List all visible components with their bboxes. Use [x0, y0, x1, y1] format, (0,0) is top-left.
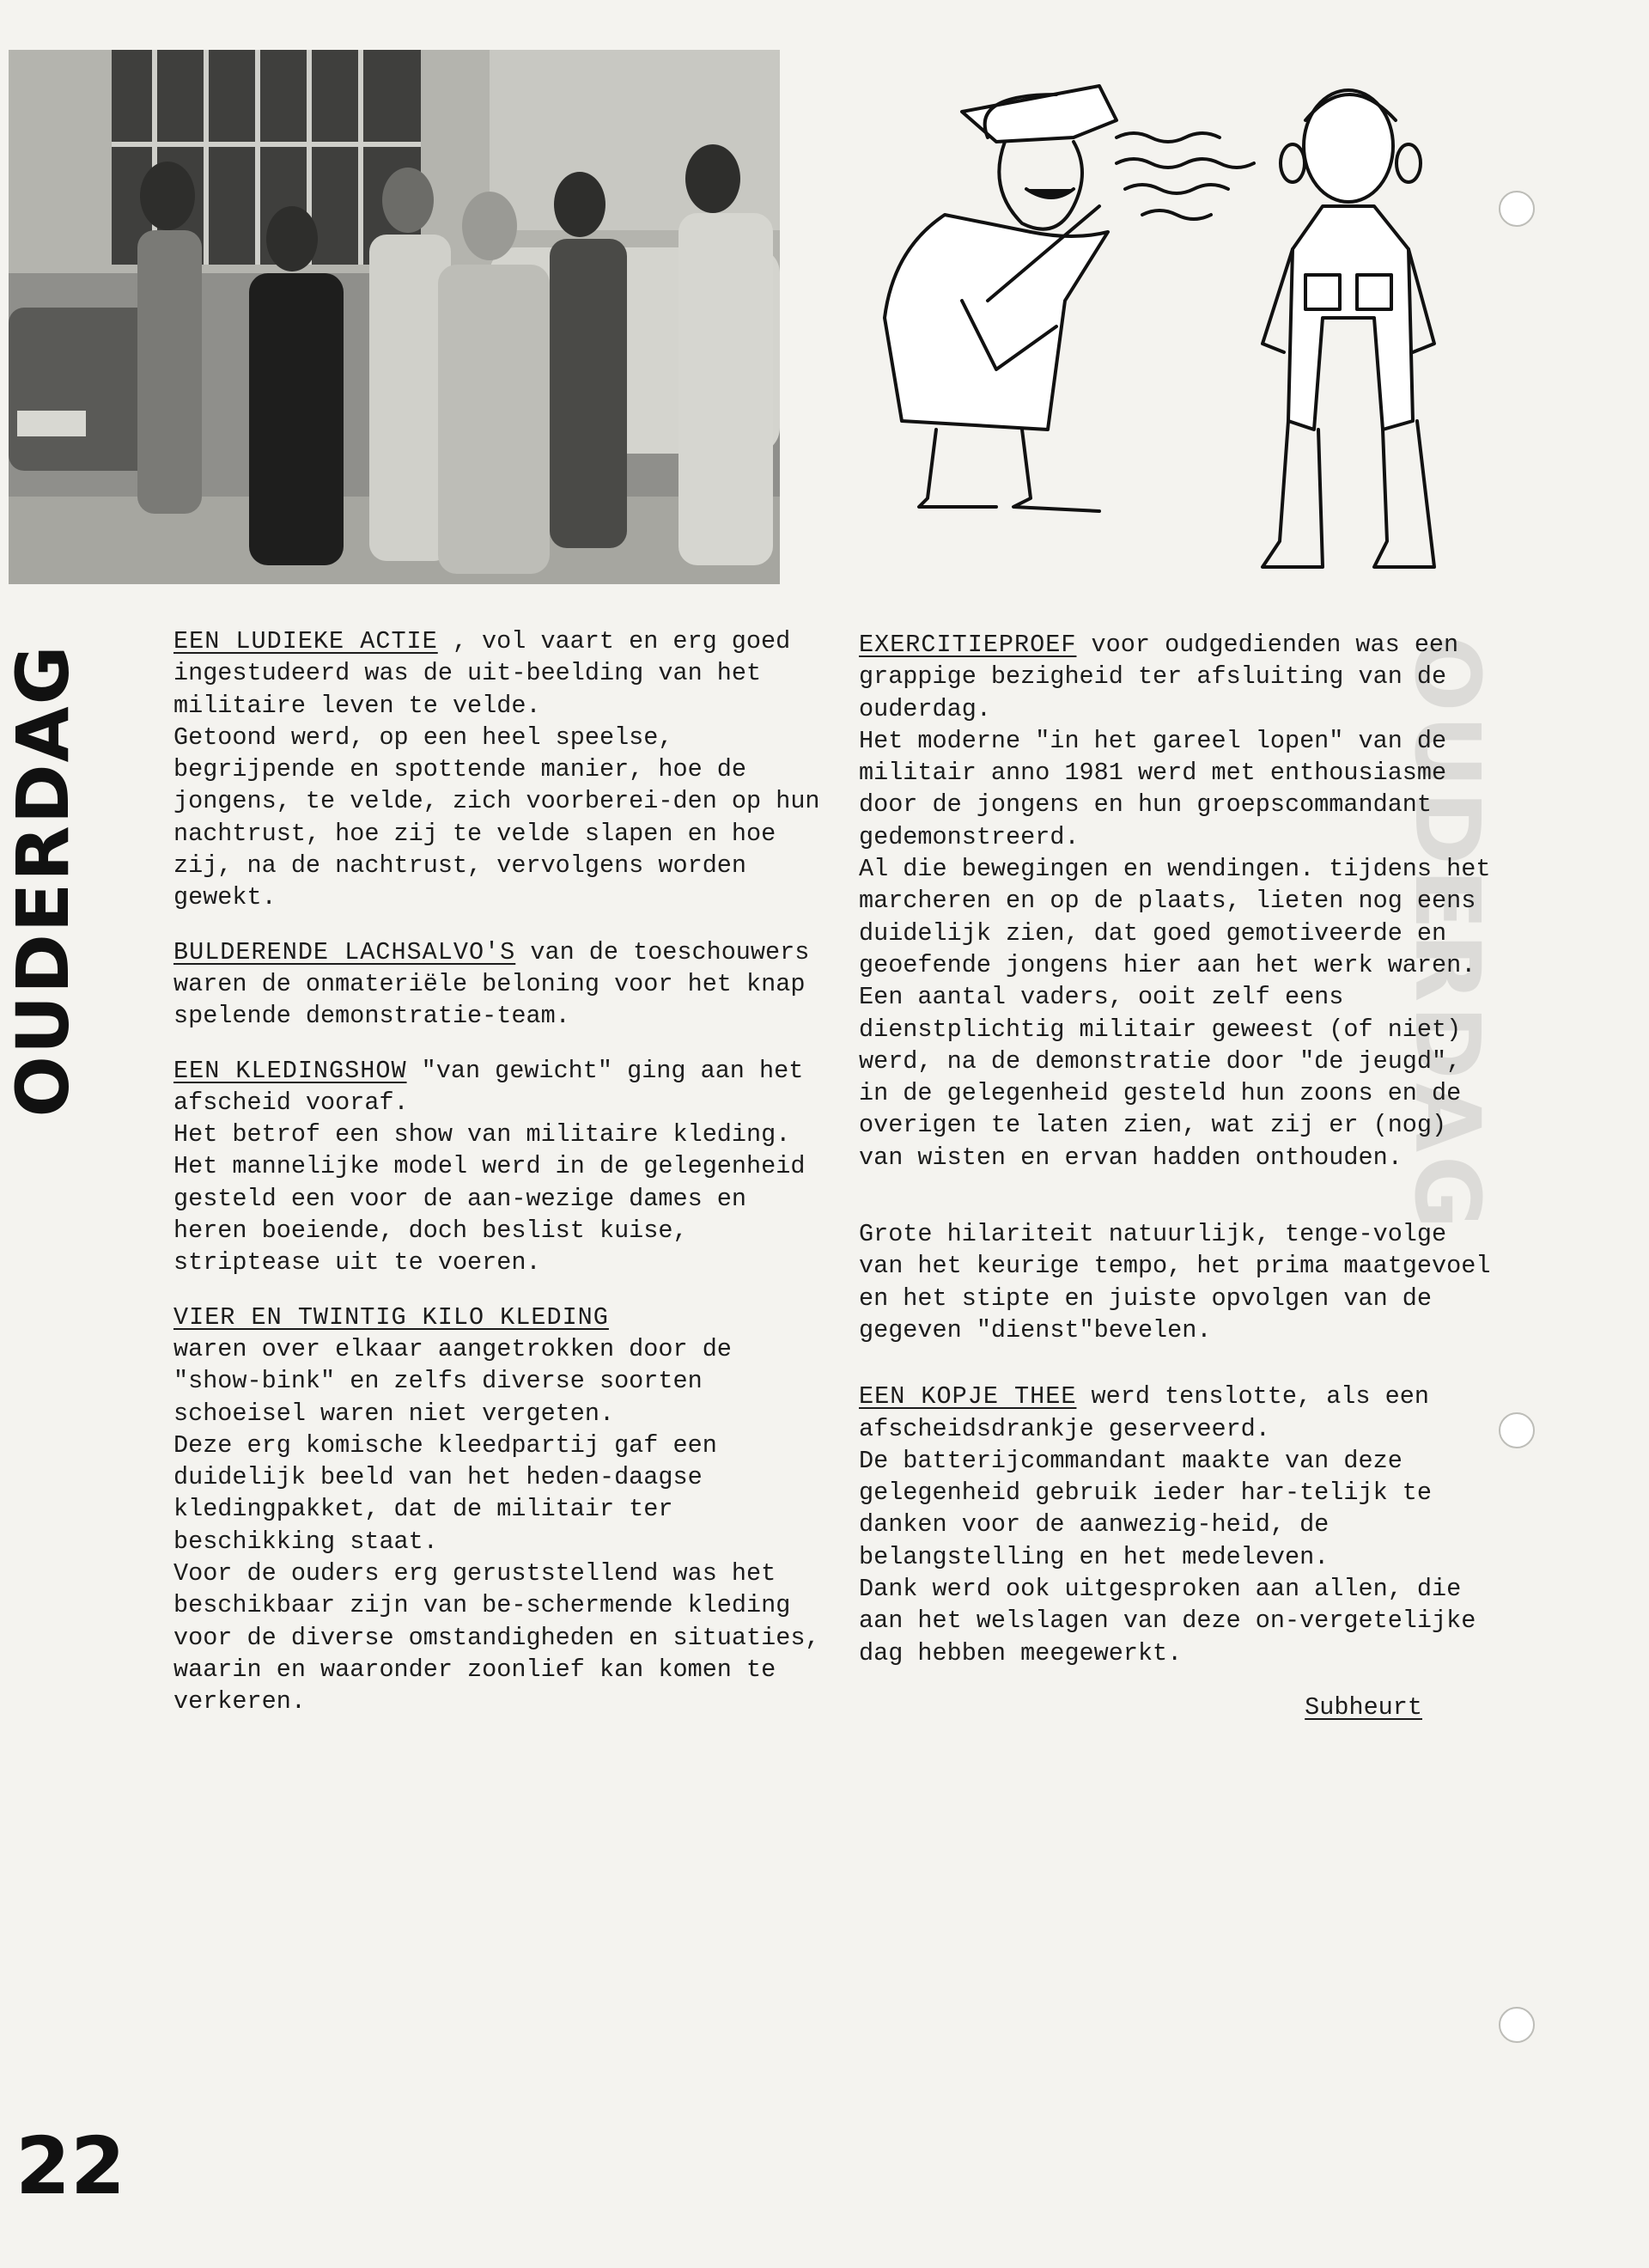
paragraph-heading: EXERCITIEPROEF: [859, 631, 1077, 659]
punch-hole: [1499, 191, 1535, 227]
paragraph-body: werd tenslotte, als een afscheidsdrankje geserveerd. De batterijcommandant maakte van deze gelegenheid gebruik ieder har-telijk te danken voor de aanwezig-heid, de belangstelling en het medeleven. Dank werd ook uitgesproken aan allen, die aan het welslagen van deze on-vergetelijke dag hebben meegewerkt.: [859, 1382, 1476, 1667]
punch-hole: [1499, 2007, 1535, 2043]
paragraph-body: voor oudgedienden was een grappige bezigheid ter afsluiting van de ouderdag. Het moderne "in het gareel lopen" van de militair anno 1981 werd met enthousiasme door de jongens en hun groepscommandant gedemonstreerd. Al die bewegingen en wendingen. tijdens het marcheren en op de plaats, lieten nog eens duidelijk zien, dat goed gemotiveerde en geoefende jongens hier aan het werk waren. Een aantal vaders, ooit zelf eens dienstplichtig militair geweest (of niet) werd, na de demonstratie door "de jeugd", in de gelegenheid gesteld hun zoons en de overigen te laten zien, wat zij er (nog) van wisten en ervan hadden onthouden.: [859, 631, 1491, 1172]
left-column: [173, 625, 826, 1741]
group-photo: [9, 50, 780, 584]
cartoon-illustration: [859, 60, 1563, 576]
paragraph-heading: EEN KOPJE THEE: [859, 1382, 1077, 1411]
paragraph-body: waren over elkaar aangetrokken door de "show-bink" en zelfs diverse soorten schoeisel waren niet vergeten. Deze erg komische kleedpartij gaf een duidelijk beeld van het heden-daagse kledingpakket, dat de militair ter beschikking staat. Voor de ouders erg geruststellend was het beschikbaar zijn van be-schermende kleding voor de diverse omstandigheden en situaties, waarin en waaronder zoonlief kan komen te verkeren.: [173, 1334, 820, 1716]
paragraph-body: Grote hilariteit natuurlijk, tenge-volge van het keurige tempo, het prima maatgevoel en het stipte en juiste opvolgen van de gegeven "dienst"bevelen.: [859, 1220, 1491, 1344]
bleed-through-title: OUDERDAG: [1395, 636, 1500, 1233]
paragraph-heading: VIER EN TWINTIG KILO KLEDING: [173, 1302, 609, 1332]
paragraph-hilariteit: [859, 1218, 1494, 1346]
paragraph-ludieke-actie: [173, 625, 826, 914]
paragraph-kledingshow: [173, 1055, 826, 1279]
paragraph-kilo-kleding: [173, 1302, 826, 1718]
author-signature: Subheurt: [1305, 1692, 1422, 1722]
punch-hole: [1499, 1412, 1535, 1448]
paragraph-heading: EEN LUDIEKE ACTIE: [173, 627, 438, 655]
paragraph-lachsalvos: [173, 936, 826, 1033]
page-number: 22: [15, 2120, 126, 2212]
paragraph-heading: EEN KLEDINGSHOW: [173, 1056, 407, 1085]
paragraph-kopje-thee: [859, 1381, 1494, 1669]
paragraph-body: , vol vaart en erg goed ingestudeerd was de uit-beelding van het militaire leven te velde. Getoond werd, op een heel speelse, begrijpende en spottende manier, hoe de jongens, te velde, zich voorberei-den op hun nachtrust, hoe zij te velde slapen en hoe zij, na de nachtrust, vervolgens worden gewekt.: [173, 627, 820, 912]
section-title: OUDERDAG: [1, 643, 85, 1118]
paragraph-body: van de toeschouwers waren de onmateriële beloning voor het knap spelende demonstratie-team.: [173, 937, 810, 1031]
right-column: [859, 629, 1494, 1723]
paragraph-heading: BULDERENDE LACHSALVO'S: [173, 937, 516, 966]
paragraph-body: "van gewicht" ging aan het afscheid vooraf. Het betrof een show van militaire kleding. Het mannelijke model werd in de gelegenheid gesteld een voor de aan-wezige dames en heren boeiende, doch beslist kuise, striptease uit te voeren.: [173, 1056, 806, 1277]
paragraph-exercitieproef: [859, 629, 1494, 1174]
